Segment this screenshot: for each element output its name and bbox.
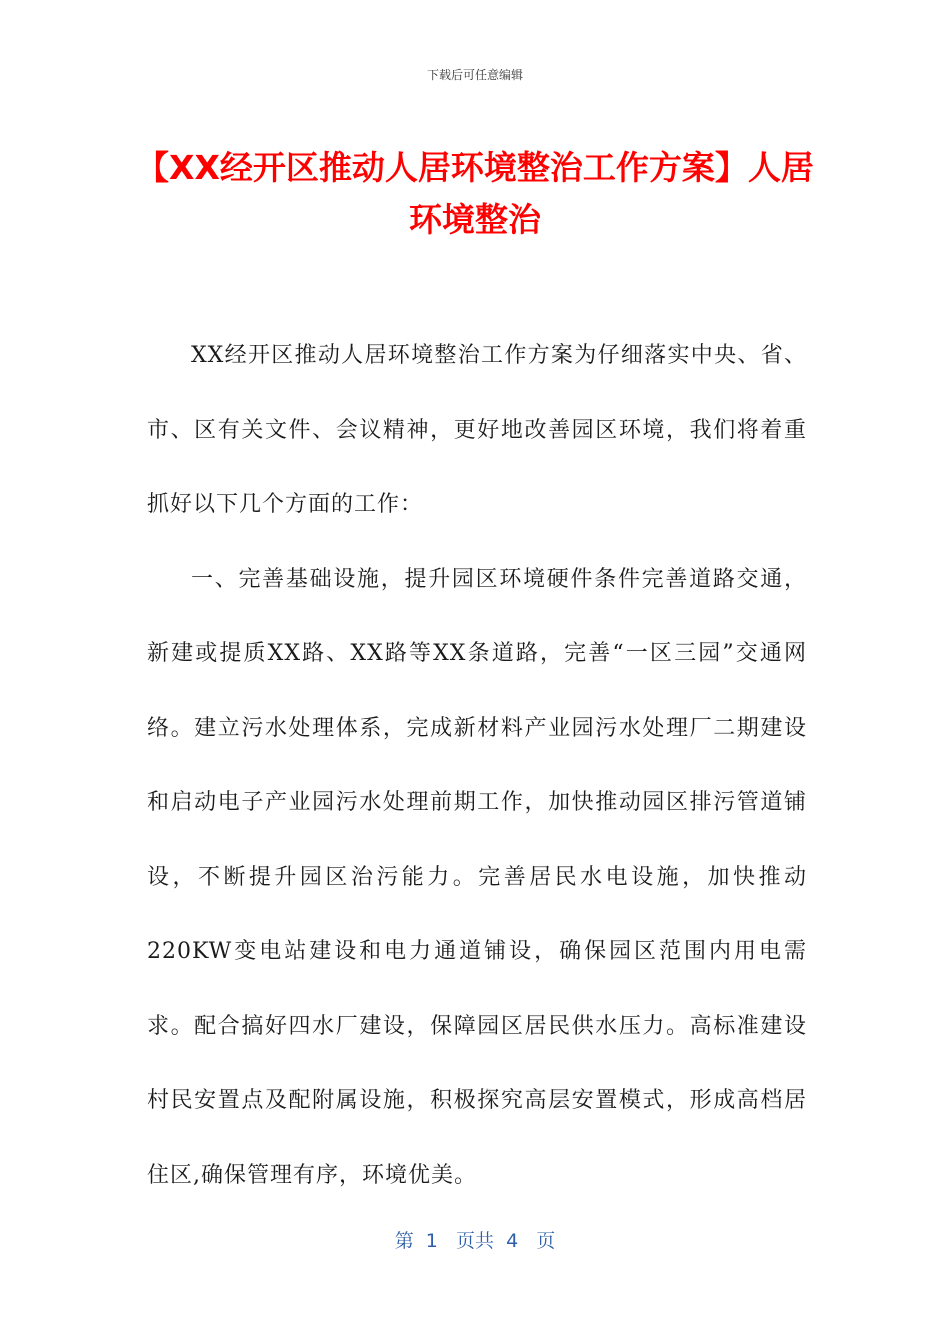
paragraph-intro: XX经开区推动人居环境整治工作方案为仔细落实中央、省、市、区有关文件、会议精神，更好地改善园区环境，我们将着重抓好以下几个方面的工作： <box>147 343 807 517</box>
paragraph-section-one: 一、完善基础设施，提升园区环境硬件条件完善道路交通，新建或提质XX路、XX路等XX条道路，完善“一区三园”交通网络。建立污水处理体系，完成新材料产业园污水处理厂二期建设和启动电子产业园污水处理前期工作，加快推动园区排污管道铺设，不断提升园区治污能力。完善居民水电设施，加快推动220KW变电站建设和电力通道铺设，确保园区范围内用电需求。配合搞好四水厂建设，保障园区居民供水压力。高标准建设村民安置点及配附属设施，积极探究高层安置模式，形成高档居住区,确保管理有序，环境优美。 <box>147 566 807 1188</box>
header-note: 下载后可任意编辑 <box>426 68 523 82</box>
document-body <box>147 319 807 1213</box>
document-title: 【XX经开区推动人居环境整治工作方案】人居环境整治 <box>136 148 814 239</box>
page-number: 第 1 页共 4 页 <box>394 1230 556 1252</box>
